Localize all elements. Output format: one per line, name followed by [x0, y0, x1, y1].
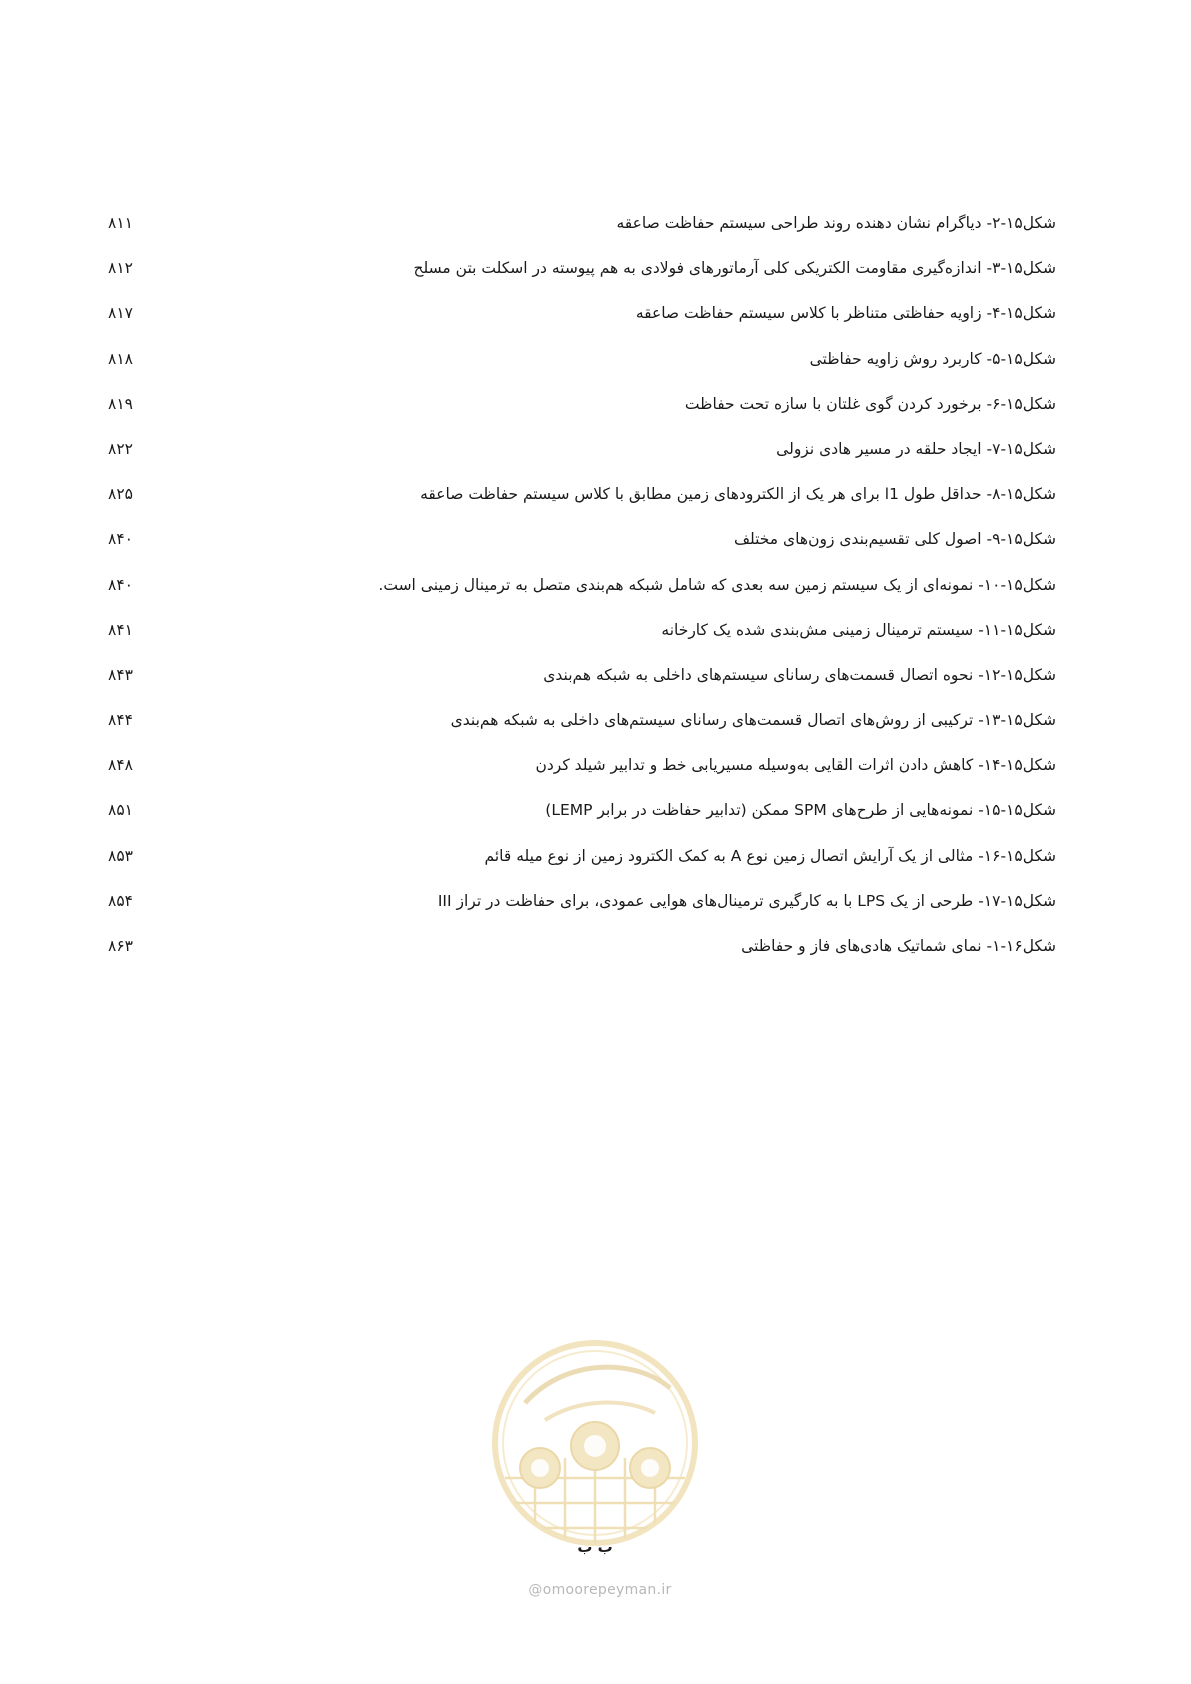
- toc-page-number: ۸۵۴: [108, 891, 133, 910]
- toc-page-number: ۸۴۸: [108, 756, 133, 775]
- toc-row[interactable]: [108, 799, 1056, 844]
- toc-row[interactable]: [108, 574, 1056, 619]
- toc-row[interactable]: [108, 257, 1056, 302]
- toc-title: شکل۱۵-۷- ایجاد حلقه در مسیر هادی نزولی: [776, 439, 1056, 458]
- toc-title: شکل۱۵-۶- برخورد کردن گوی غلتان با سازه تحت حفاظت: [684, 394, 1056, 413]
- toc-row[interactable]: [108, 890, 1056, 935]
- toc-page-number: ۸۴۴: [108, 711, 133, 730]
- page-number-label: ب ب: [577, 1538, 613, 1556]
- toc-row[interactable]: [108, 709, 1056, 754]
- toc-page-number: ۸۴۳: [108, 665, 133, 684]
- toc-page-number: ۸۴۰: [108, 575, 133, 594]
- toc-row[interactable]: [108, 845, 1056, 890]
- toc-row[interactable]: [108, 438, 1056, 483]
- toc-title: شکل۱۵-۳- اندازه‌گیری مقاومت الکتریکی کلی آرماتورهای فولادی به هم پیوسته در اسکلت بتن مسلح: [413, 259, 1056, 278]
- toc-row[interactable]: [108, 348, 1056, 393]
- toc-page-number: ۸۶۳: [108, 937, 133, 955]
- toc-page-number: ۸۱۷: [108, 304, 133, 323]
- toc-title: شکل۱۵-۱۷- طرحی از یک LPS با به کارگیری ترمینال‌های هوایی عمودی، برای حفاظت در تراز III: [437, 891, 1056, 910]
- toc-row[interactable]: [108, 528, 1056, 573]
- toc-row[interactable]: [108, 302, 1056, 347]
- toc-row[interactable]: [108, 935, 1056, 980]
- toc-title: شکل۱۵-۱۲- نحوه اتصال قسمت‌های رسانای سیستم‌های داخلی به شبکه هم‌بندی: [543, 665, 1056, 684]
- toc-title: شکل۱۵-۵- کاربرد روش زاویه حفاظتی: [809, 349, 1056, 368]
- watermark-url: @omoorepeyman.ir: [528, 1582, 672, 1598]
- toc-row[interactable]: [108, 754, 1056, 799]
- toc-page-number: ۸۵۳: [108, 846, 133, 865]
- toc-page-number: ۸۱۱: [108, 214, 133, 232]
- toc-page-number: ۸۴۰: [108, 530, 133, 549]
- figure-list: [108, 212, 1056, 980]
- toc-page-number: ۸۱۲: [108, 259, 133, 278]
- toc-title: شکل۱۵-۱۳- ترکیبی از روش‌های اتصال قسمت‌های رسانای سیستم‌های داخلی به شبکه هم‌بندی: [450, 711, 1056, 730]
- toc-row[interactable]: [108, 664, 1056, 709]
- toc-title: شکل۱۵-۱۶- مثالی از یک آرایش اتصال زمین نوع A به کمک الکترود زمین از نوع میله قائم: [484, 846, 1056, 865]
- toc-title: شکل۱۵-۴- زاویه حفاظتی متناظر با کلاس سیستم حفاظت صاعقه: [635, 304, 1056, 323]
- toc-page-number: ۸۴۱: [108, 620, 133, 639]
- toc-title: شکل۱۵-۸- حداقل طول l1 برای هر یک از الکترودهای زمین مطابق با کلاس سیستم حفاظت صاعقه: [420, 485, 1056, 504]
- toc-page-number: ۸۱۸: [108, 349, 133, 368]
- toc-title: شکل۱۵-۱۴- کاهش دادن اثرات القایی به‌وسیله مسیریابی خط و تدابیر شیلد کردن: [535, 756, 1056, 775]
- toc-title: شکل۱۵-۲- دیاگرام نشان دهنده روند طراحی سیستم حفاظت صاعقه: [616, 214, 1056, 232]
- toc-page-number: ۸۱۹: [108, 394, 133, 413]
- toc-row[interactable]: [108, 212, 1056, 257]
- toc-row[interactable]: [108, 619, 1056, 664]
- toc-title: شکل۱۵-۹- اصول کلی تقسیم‌بندی زون‌های مختلف: [733, 530, 1056, 549]
- toc-row[interactable]: [108, 483, 1056, 528]
- toc-page-number: ۸۵۱: [108, 801, 133, 820]
- toc-row[interactable]: [108, 393, 1056, 438]
- toc-page-number: ۸۲۲: [108, 439, 133, 458]
- toc-page-number: ۸۲۵: [108, 485, 133, 504]
- toc-title: شکل۱۵-۱۰- نمونه‌ای از یک سیستم زمین سه بعدی که شامل شبکه هم‌بندی متصل به ترمینال زمینی است.: [378, 575, 1056, 594]
- toc-title: شکل۱۶-۱- نمای شماتیک هادی‌های فاز و حفاظتی: [741, 937, 1056, 955]
- toc-title: شکل۱۵-۱۱- سیستم ترمینال زمینی مش‌بندی شده یک کارخانه: [661, 620, 1056, 639]
- toc-title: شکل۱۵-۱۵- نمونه‌هایی از طرح‌های SPM ممکن (تدابیر حفاظت در برابر LEMP): [545, 801, 1056, 820]
